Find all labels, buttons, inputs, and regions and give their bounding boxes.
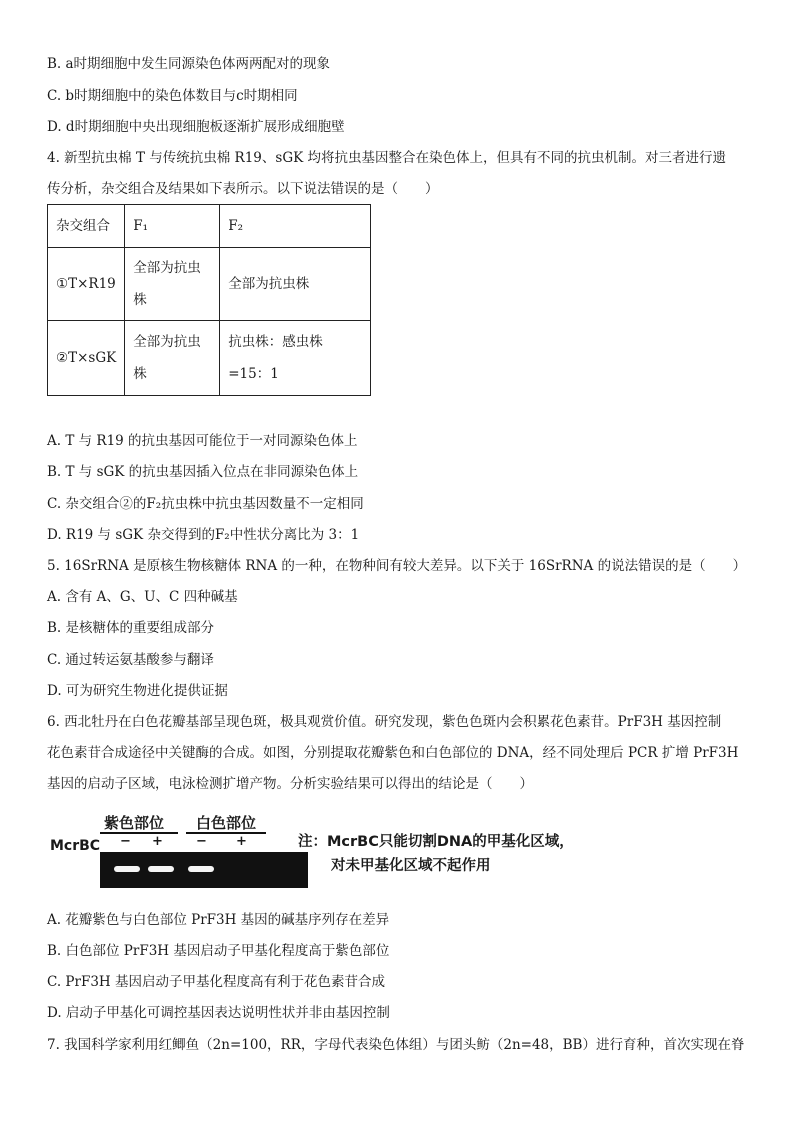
cell-combo: ①T×R19: [48, 248, 125, 321]
q3-option-d: D. d时期细胞中央出现细胞板逐渐扩展形成细胞壁: [47, 119, 345, 135]
q4-stem-line-2: 传分析，杂交组合及结果如下表所示。以下说法错误的是（ ）: [47, 181, 439, 197]
lane-3-sign: −: [196, 834, 207, 849]
cell-f1-line-2: 株: [133, 366, 147, 382]
cell-f2: 全部为抗虫株: [220, 248, 371, 321]
table-header-row: [48, 205, 371, 248]
label-white-region: 白色部位: [196, 814, 257, 832]
figure-note-line-1: 注：McrBC只能切割DNA的甲基化区域，: [298, 834, 574, 850]
q5-option-b: B. 是核糖体的重要组成部分: [47, 620, 215, 636]
gel-band-lane-2: [148, 866, 174, 872]
cell-f2-line-2: =15：1: [228, 366, 279, 382]
electrophoresis-figure: [50, 812, 750, 892]
gel-image: [100, 852, 308, 888]
gel-band-lane-1: [114, 866, 140, 872]
q4-option-a: A. T 与 R19 的抗虫基因可能位于一对同源染色体上: [47, 433, 358, 449]
q5-option-c: C. 通过转运氨基酸参与翻译: [47, 652, 214, 668]
cell-f2-line-1: 抗虫株：感虫株: [228, 334, 323, 350]
cell-f1-line-2: 株: [133, 292, 147, 308]
header-f1: F₁: [125, 205, 220, 248]
q6-option-a: A. 花瓣紫色与白色部位 PrF3H 基因的碱基序列存在差异: [47, 912, 390, 928]
table-row: [48, 248, 371, 321]
cell-f1: [125, 321, 220, 396]
figure-note: [298, 830, 574, 878]
q6-stem-line-1: 6. 西北牡丹在白色花瓣基部呈现色斑，极具观赏价值。研究发现，紫色色斑内会积累花色素苷。PrF3H 基因控制: [47, 714, 722, 730]
q4-option-c: C. 杂交组合②的F₂抗虫株中抗虫基因数量不一定相同: [47, 496, 364, 512]
lane-4-sign: +: [236, 834, 247, 849]
header-f2: F₂: [220, 205, 371, 248]
cross-results-table: [47, 204, 371, 396]
q4-stem-line-1: 4. 新型抗虫棉 T 与传统抗虫棉 R19、sGK 均将抗虫基因整合在染色体上，但具有不同的抗虫机制。对三者进行遗: [47, 150, 726, 166]
purple-group-underline: [100, 832, 178, 834]
q6-option-b: B. 白色部位 PrF3H 基因启动子甲基化程度高于紫色部位: [47, 943, 390, 959]
q6-stem-line-3: 基因的启动子区域，电泳检测扩增产物。分析实验结果可以得出的结论是（ ）: [47, 776, 533, 792]
q5-option-a: A. 含有 A、G、U、C 四种碱基: [47, 589, 238, 605]
cell-f2: [220, 321, 371, 396]
mcrbc-row-label: McrBC: [50, 838, 101, 854]
q5-stem: 5. 16SrRNA 是原核生物核糖体 RNA 的一种，在物种间有较大差异。以下关于 16SrRNA 的说法错误的是（ ）: [47, 558, 747, 574]
q6-option-c: C. PrF3H 基因启动子甲基化程度高有利于花色素苷合成: [47, 974, 385, 990]
lane-2-sign: +: [152, 834, 163, 849]
q3-option-c: C. b时期细胞中的染色体数目与c时期相同: [47, 88, 298, 104]
cell-f1-line-1: 全部为抗虫: [133, 334, 201, 350]
header-cross-combo: 杂交组合: [48, 205, 125, 248]
label-purple-region: 紫色部位: [104, 814, 165, 832]
q6-stem-line-2: 花色素苷合成途径中关键酶的合成。如图，分别提取花瓣紫色和白色部位的 DNA，经不同处理后 PCR 扩增 PrF3H: [47, 745, 739, 761]
lane-1-sign: −: [120, 834, 131, 849]
q7-stem-line-1: 7. 我国科学家利用红鲫鱼（2n=100，RR，字母代表染色体组）与团头鲂（2n=48，BB）进行育种，首次实现在脊: [47, 1037, 745, 1053]
q6-option-d: D. 启动子甲基化可调控基因表达说明性状并非由基因控制: [47, 1005, 390, 1021]
q4-option-b: B. T 与 sGK 的抗虫基因插入位点在非同源染色体上: [47, 464, 359, 480]
cell-combo: ②T×sGK: [48, 321, 125, 396]
q4-option-d: D. R19 与 sGK 杂交得到的F₂中性状分离比为 3：1: [47, 527, 360, 543]
gel-band-lane-3: [188, 866, 214, 872]
figure-note-line-2: 对未甲基化区域不起作用: [331, 858, 491, 874]
q5-option-d: D. 可为研究生物进化提供证据: [47, 683, 228, 699]
cell-f1-line-1: 全部为抗虫: [133, 260, 201, 276]
cell-f1: [125, 248, 220, 321]
table-row: [48, 321, 371, 396]
q3-option-b: B. a时期细胞中发生同源染色体两两配对的现象: [47, 56, 331, 72]
